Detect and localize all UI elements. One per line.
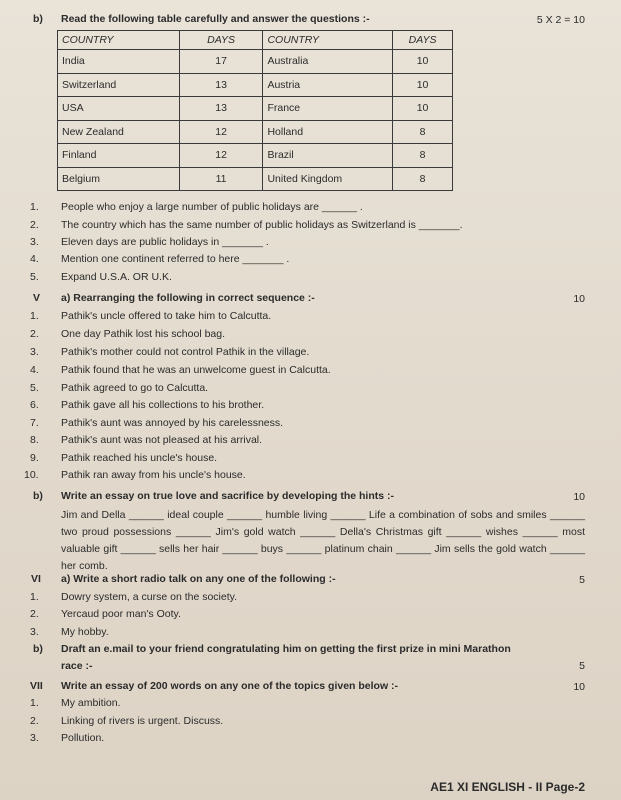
- list-item: 3. My hobby.: [30, 626, 109, 638]
- table-cell: 13: [179, 73, 263, 97]
- table-cell: 10: [393, 73, 453, 97]
- table-cell: Austria: [263, 73, 393, 97]
- list-item: 5. Expand U.S.A. OR U.K.: [30, 271, 172, 283]
- table-cell: Switzerland: [58, 73, 180, 97]
- list-item: 3. Pathik's mother could not control Pathik in the village.: [30, 346, 310, 358]
- q6a-marks: 5: [579, 574, 585, 586]
- list-item: 6. Pathik gave all his collections to his brother.: [30, 399, 265, 411]
- list-item: 10. Pathik ran away from his uncle's house.: [24, 469, 246, 481]
- table-row: [58, 144, 453, 168]
- table-header-row: [58, 31, 453, 50]
- table-cell: New Zealand: [58, 120, 180, 144]
- list-item: 1. My ambition.: [30, 697, 121, 709]
- holidays-table: [57, 30, 453, 191]
- table-cell: 11: [179, 167, 263, 191]
- table-cell: 12: [179, 144, 263, 168]
- table-cell: Finland: [58, 144, 180, 168]
- q5b-heading: Write an essay on true love and sacrifice by developing the hints :-: [61, 490, 394, 502]
- page-footer: AE1 XI ENGLISH - II Page-2: [430, 780, 585, 794]
- list-item: 3. Eleven days are public holidays in _______ .: [30, 236, 269, 248]
- list-item: 9. Pathik reached his uncle's house.: [30, 452, 218, 464]
- q6b-heading-cont: race :-: [61, 660, 93, 672]
- table-cell: United Kingdom: [263, 167, 393, 191]
- table-cell: Holland: [263, 120, 393, 144]
- table-cell: France: [263, 97, 393, 121]
- list-item: 8. Pathik's aunt was not pleased at his arrival.: [30, 434, 263, 446]
- table-cell: 8: [393, 120, 453, 144]
- q5-roman: V: [33, 292, 41, 304]
- q6b-marks: 5: [579, 660, 585, 672]
- table-cell: Brazil: [263, 144, 393, 168]
- header-country-2: COUNTRY: [263, 31, 393, 50]
- q5b-marks: 10: [573, 491, 585, 503]
- table-row: [58, 167, 453, 191]
- q6a-heading: a) Write a short radio talk on any one of the following :-: [61, 573, 336, 585]
- table-cell: 12: [179, 120, 263, 144]
- q6b-heading: Draft an e.mail to your friend congratulating him on getting the first prize in mini Marathon: [61, 643, 511, 655]
- table-row: [58, 97, 453, 121]
- list-item: 1. Pathik's uncle offered to take him to Calcutta.: [30, 310, 272, 322]
- q6b-label: b): [33, 643, 43, 655]
- table-row: [58, 73, 453, 97]
- q5a-heading: a) Rearranging the following in correct sequence :-: [61, 292, 315, 304]
- header-country-1: COUNTRY: [58, 31, 180, 50]
- table-cell: 13: [179, 97, 263, 121]
- q5b-label: b): [33, 490, 43, 502]
- list-item: 2. Yercaud poor man's Ooty.: [30, 608, 181, 620]
- table-cell: 10: [393, 50, 453, 74]
- table-row: [58, 50, 453, 74]
- table-cell: 17: [179, 50, 263, 74]
- table-cell: 8: [393, 144, 453, 168]
- list-item: 1. People who enjoy a large number of public holidays are ______ .: [30, 201, 363, 213]
- table-cell: 10: [393, 97, 453, 121]
- q7-roman: VII: [30, 680, 43, 692]
- q7-heading: Write an essay of 200 words on any one of the topics given below :-: [61, 680, 399, 692]
- table-row: [58, 120, 453, 144]
- table-cell: USA: [58, 97, 180, 121]
- list-item: 2. The country which has the same number of public holidays as Switzerland is _______.: [30, 219, 463, 231]
- q5a-marks: 10: [573, 293, 585, 305]
- list-item: 3. Pollution.: [30, 732, 105, 744]
- list-item: 2. One day Pathik lost his school bag.: [30, 328, 226, 340]
- list-item: 2. Linking of rivers is urgent. Discuss.: [30, 715, 224, 727]
- q5b-hints: Jim and Della ______ ideal couple ______ humble living ______ Life a combination of sobs and smiles ______ two proud possessions ______ Jim's gold watch ______ Della's Christmas gift ______ wishes ______ most valuable gift ______ sells her hair ______ buys ______ platinum chain ______ Jim sells the gold watch ______ her comb.: [61, 509, 585, 572]
- q4b-label: b): [33, 13, 43, 25]
- table-cell: Belgium: [58, 167, 180, 191]
- list-item: 7. Pathik's aunt was annoyed by his carelessness.: [30, 417, 284, 429]
- q4b-instruction: Read the following table carefully and answer the questions :-: [61, 13, 370, 25]
- q4b-marks: 5 X 2 = 10: [536, 14, 585, 26]
- header-days-1: DAYS: [179, 31, 263, 50]
- q6-roman: VI: [31, 573, 41, 585]
- list-item: 4. Pathik found that he was an unwelcome guest in Calcutta.: [30, 364, 331, 376]
- list-item: 4. Mention one continent referred to here _______ .: [30, 253, 290, 265]
- q7-marks: 10: [573, 681, 585, 693]
- table-cell: 8: [393, 167, 453, 191]
- list-item: 5. Pathik agreed to go to Calcutta.: [30, 382, 209, 394]
- list-item: 1. Dowry system, a curse on the society.: [30, 591, 238, 603]
- header-days-2: DAYS: [393, 31, 453, 50]
- table-cell: Australia: [263, 50, 393, 74]
- table-cell: India: [58, 50, 180, 74]
